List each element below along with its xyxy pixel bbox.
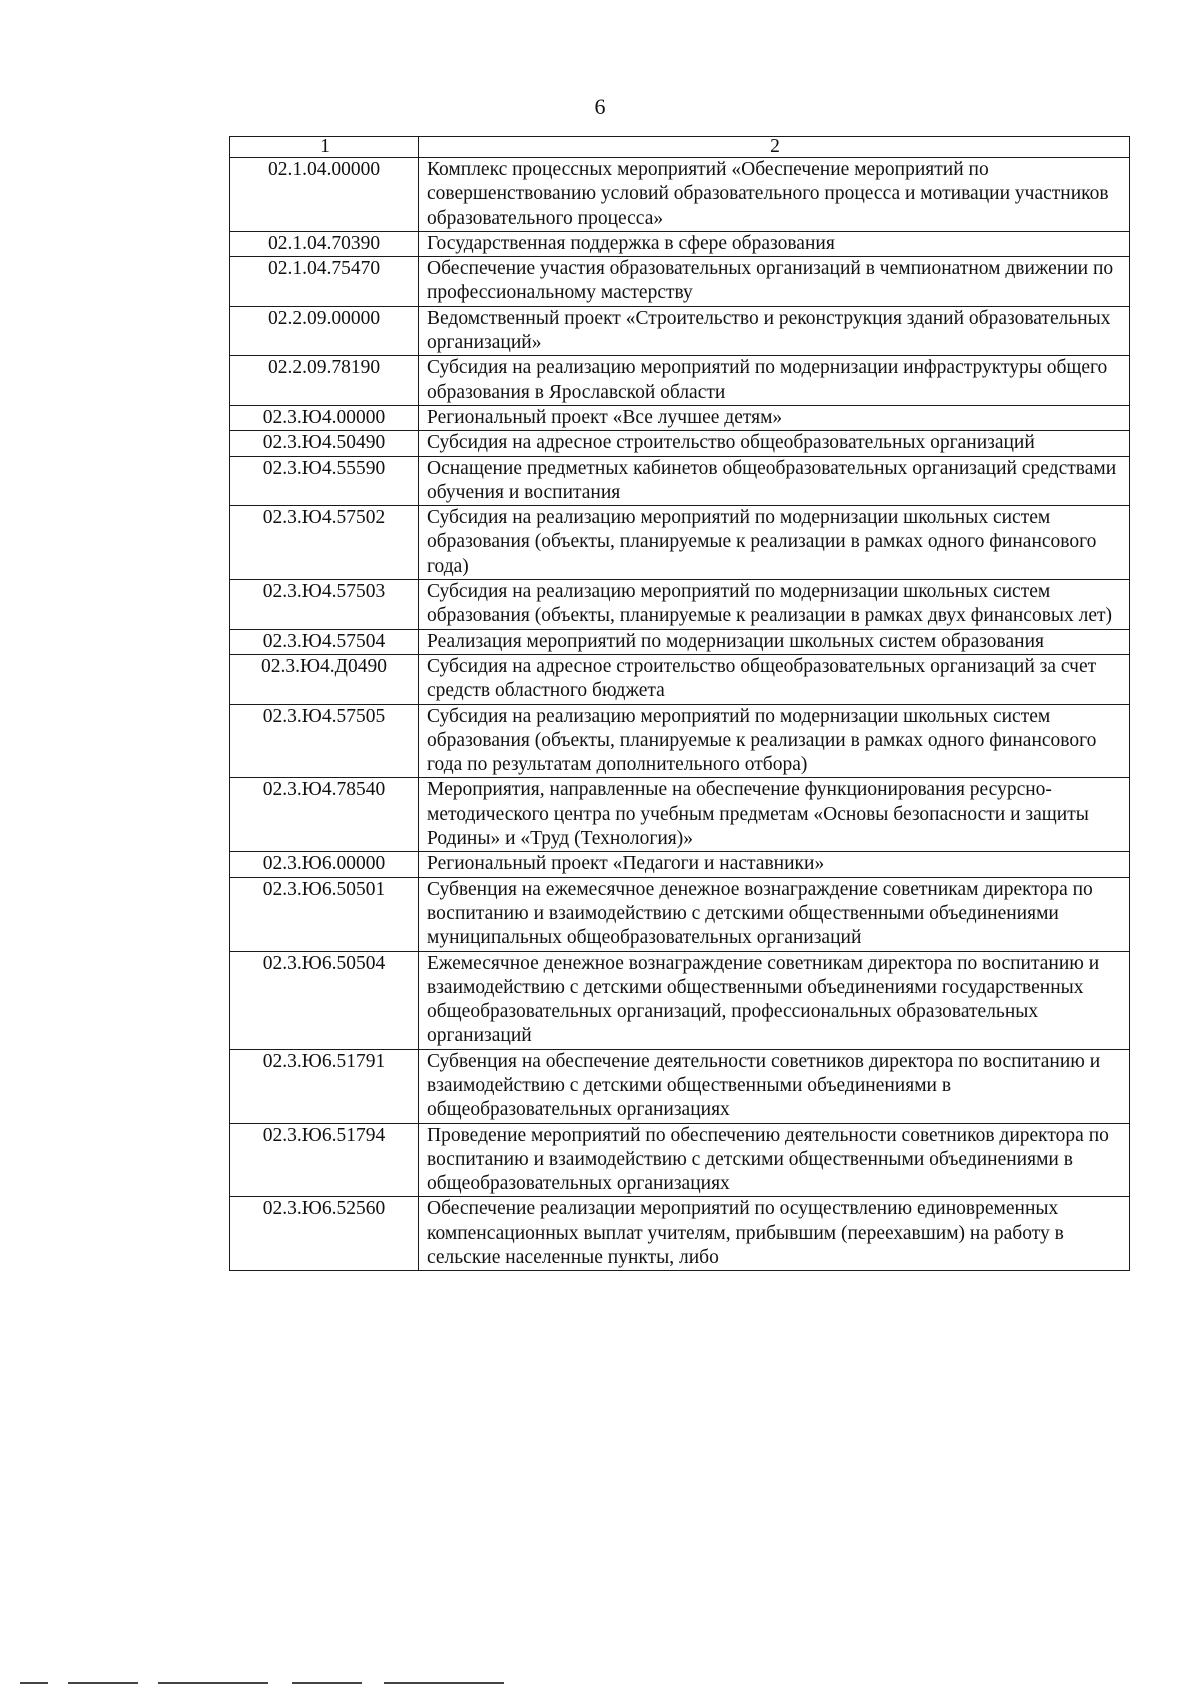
row-code-cell: 02.3.Ю4.57505 xyxy=(230,704,419,778)
row-code-cell: 02.2.09.78190 xyxy=(230,356,419,406)
row-code-cell: 02.3.Ю4.00000 xyxy=(230,405,419,430)
footer-divider xyxy=(68,1682,138,1684)
column-header-code: 1 xyxy=(230,137,419,158)
row-code-cell: 02.3.Ю4.78540 xyxy=(230,778,419,852)
row-code-cell: 02.3.Ю6.50501 xyxy=(230,877,419,951)
footer-divider xyxy=(158,1682,268,1684)
footer-divider xyxy=(20,1682,48,1684)
row-code-cell: 02.3.Ю4.57504 xyxy=(230,629,419,654)
table-row xyxy=(230,456,1130,506)
table-row xyxy=(230,257,1130,307)
row-description-cell: Комплекс процессных мероприятий «Обеспечение мероприятий по совершенствованию условий образовательного процесса и мотивации участников образовательного процесса» xyxy=(419,158,1130,232)
row-description-cell: Проведение мероприятий по обеспечению деятельности советников директора по воспитанию и взаимодействию с детскими общественными объединениями в общеобразовательных организациях xyxy=(419,1123,1130,1197)
table-row xyxy=(230,1049,1130,1123)
table-row xyxy=(230,231,1130,256)
row-description-cell: Государственная поддержка в сфере образования xyxy=(419,231,1130,256)
footer-divider xyxy=(292,1682,362,1684)
row-code-cell: 02.3.Ю4.57503 xyxy=(230,580,419,630)
row-description-cell: Субсидия на реализацию мероприятий по модернизации школьных систем образования (объекты, планируемые к реализации в рамках одного финансового года по результатам дополнительного отбора) xyxy=(419,704,1130,778)
row-description-cell: Субсидия на реализацию мероприятий по модернизации школьных систем образования (объекты, планируемые к реализации в рамках одного финансового года) xyxy=(419,506,1130,580)
row-description-cell: Обеспечение участия образовательных организаций в чемпионатном движении по профессиональному мастерству xyxy=(419,257,1130,307)
table-row xyxy=(230,654,1130,704)
footer-divider xyxy=(384,1682,504,1684)
row-code-cell: 02.1.04.75470 xyxy=(230,257,419,307)
table-row xyxy=(230,778,1130,852)
row-code-cell: 02.3.Ю6.50504 xyxy=(230,951,419,1049)
row-description-cell: Реализация мероприятий по модернизации школьных систем образования xyxy=(419,629,1130,654)
table-row xyxy=(230,951,1130,1049)
row-code-cell: 02.2.09.00000 xyxy=(230,306,419,356)
row-code-cell: 02.3.Ю6.51794 xyxy=(230,1123,419,1197)
row-code-cell: 02.3.Ю4.57502 xyxy=(230,506,419,580)
row-code-cell: 02.3.Ю4.50490 xyxy=(230,431,419,456)
row-description-cell: Ежемесячное денежное вознаграждение советникам директора по воспитанию и взаимодействию с детскими общественными объединениями государственных общеобразовательных организаций, профессиональных образовательных организаций xyxy=(419,951,1130,1049)
row-description-cell: Региональный проект «Все лучшее детям» xyxy=(419,405,1130,430)
row-description-cell: Субвенция на обеспечение деятельности советников директора по воспитанию и взаимодействию с детскими общественными объединениями в общеобразовательных организациях xyxy=(419,1049,1130,1123)
table-row xyxy=(230,506,1130,580)
table-row xyxy=(230,877,1130,951)
table-row xyxy=(230,1123,1130,1197)
row-description-cell: Субсидия на реализацию мероприятий по модернизации школьных систем образования (объекты, планируемые к реализации в рамках двух финансовых лет) xyxy=(419,580,1130,630)
row-code-cell: 02.3.Ю4.55590 xyxy=(230,456,419,506)
row-description-cell: Субсидия на адресное строительство общеобразовательных организаций xyxy=(419,431,1130,456)
row-description-cell: Оснащение предметных кабинетов общеобразовательных организаций средствами обучения и воспитания xyxy=(419,456,1130,506)
column-header-description: 2 xyxy=(419,137,1130,158)
page-number: 6 xyxy=(594,94,606,119)
table-row xyxy=(230,405,1130,430)
row-code-cell: 02.1.04.70390 xyxy=(230,231,419,256)
table-row xyxy=(230,356,1130,406)
row-description-cell: Субвенция на ежемесячное денежное вознаграждение советникам директора по воспитанию и взаимодействию с детскими общественными объединениями муниципальных общеобразовательных организаций xyxy=(419,877,1130,951)
table-row xyxy=(230,431,1130,456)
row-description-cell: Субсидия на реализацию мероприятий по модернизации инфраструктуры общего образования в Ярославской области xyxy=(419,356,1130,406)
row-code-cell: 02.3.Ю6.51791 xyxy=(230,1049,419,1123)
row-description-cell: Региональный проект «Педагоги и наставники» xyxy=(419,852,1130,877)
table-row xyxy=(230,629,1130,654)
row-code-cell: 02.3.Ю4.Д0490 xyxy=(230,654,419,704)
table-row xyxy=(230,580,1130,630)
table-row xyxy=(230,704,1130,778)
row-code-cell: 02.3.Ю6.00000 xyxy=(230,852,419,877)
table-header-row xyxy=(230,137,1130,158)
row-description-cell: Мероприятия, направленные на обеспечение функционирования ресурсно-методического центра по учебным предметам «Основы безопасности и защиты Родины» и «Труд (Технология)» xyxy=(419,778,1130,852)
table-row xyxy=(230,1197,1130,1271)
table-row xyxy=(230,158,1130,232)
row-code-cell: 02.1.04.00000 xyxy=(230,158,419,232)
row-code-cell: 02.3.Ю6.52560 xyxy=(230,1197,419,1271)
table-row xyxy=(230,852,1130,877)
row-description-cell: Субсидия на адресное строительство общеобразовательных организаций за счет средств областного бюджета xyxy=(419,654,1130,704)
budget-classification-table xyxy=(229,136,1130,1271)
row-description-cell: Ведомственный проект «Строительство и реконструкция зданий образовательных организаций» xyxy=(419,306,1130,356)
table-body xyxy=(230,158,1130,1271)
table-row xyxy=(230,306,1130,356)
row-description-cell: Обеспечение реализации мероприятий по осуществлению единовременных компенсационных выплат учителям, прибывшим (переехавшим) на работу в сельские населенные пункты, либо xyxy=(419,1197,1130,1271)
